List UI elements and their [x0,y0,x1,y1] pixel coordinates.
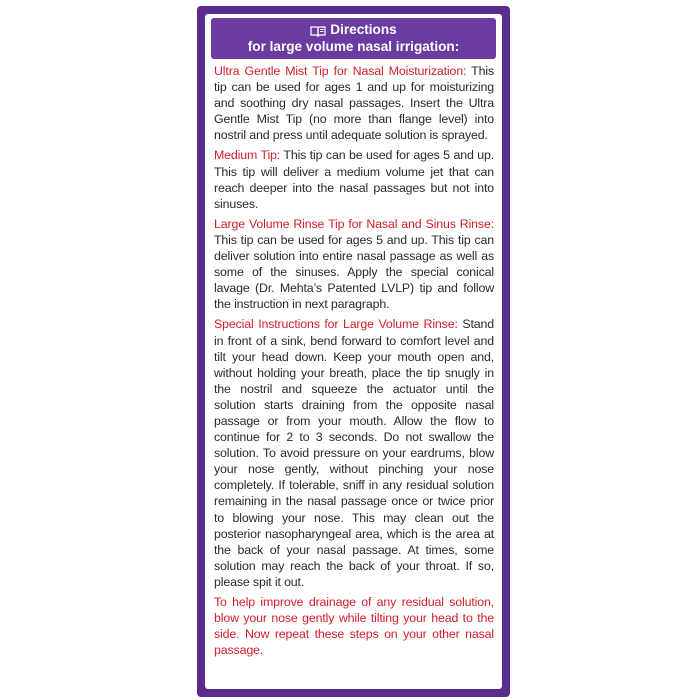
section-heading: Large Volume Rinse Tip for Nasal and Sinus Rinse: [214,216,494,231]
directions-panel [197,6,510,697]
directions-header [211,18,496,59]
directions-card [205,14,502,689]
section-heading: Ultra Gentle Mist Tip for Nasal Moisturization: [214,64,467,78]
header-title-row [215,21,492,38]
section-heading: Medium Tip: [214,148,281,163]
header-subtitle: for large volume nasal irrigation: [247,39,460,54]
section-body: This tip can be used for ages 5 and up. This tip can deliver solution into entire nasal passage as well as some of the sinuses. Apply the special conical lavage (Dr. Mehta’s Patented LVLP) tip and follow the instruction in next paragraph. [214,232,494,312]
section-ultra-gentle-mist [214,63,494,143]
book-icon [310,24,326,36]
section-body: Stand in front of a sink, bend forward to comfort level and tilt your head down. Keep your mouth open and, without holding your breath, place the tip snugly in the nostril and squeeze the actuator until the solution starts draining from the opposite nasal passage or from your mouth. Allow the flow to continue for 2 to 3 seconds. Do not swallow the solution. To avoid pressure on your eardrums, blow your nose gently, without pinching your nose completely. If tolerable, sniff in any residual solution remaining in the nasal passage once or twice prior to blowing your nose. This may clean out the posterior nasopharyngeal area, which is the area at the back of your nasal passage. At times, some solution may reach the back of your throat. If so, please spit it out. [214,317,494,589]
section-large-volume-rinse-tip [214,216,494,313]
section-body: This tip can be used for ages 5 and up. This tip will deliver a medium volume jet that can reach deeper into the nasal passages but not into sinuses. [214,148,494,211]
directions-content [205,59,502,658]
section-heading: Special Instructions for Large Volume Rinse: [214,317,458,332]
section-medium-tip [214,147,494,211]
closing-instructions: To help improve drainage of any residual solution, blow your nose gently while tilting your head to the side. Now repeat these steps on your other nasal passage. [214,595,494,658]
section-body: This tip can be used for ages 1 and up for moisturizing and soothing dry nasal passages. Insert the Ultra Gentle Mist Tip (no more than flange level) into nostril and press until adequate solution is sprayed. [214,64,494,143]
section-special-instructions [214,316,494,590]
header-title: Directions [330,22,397,37]
